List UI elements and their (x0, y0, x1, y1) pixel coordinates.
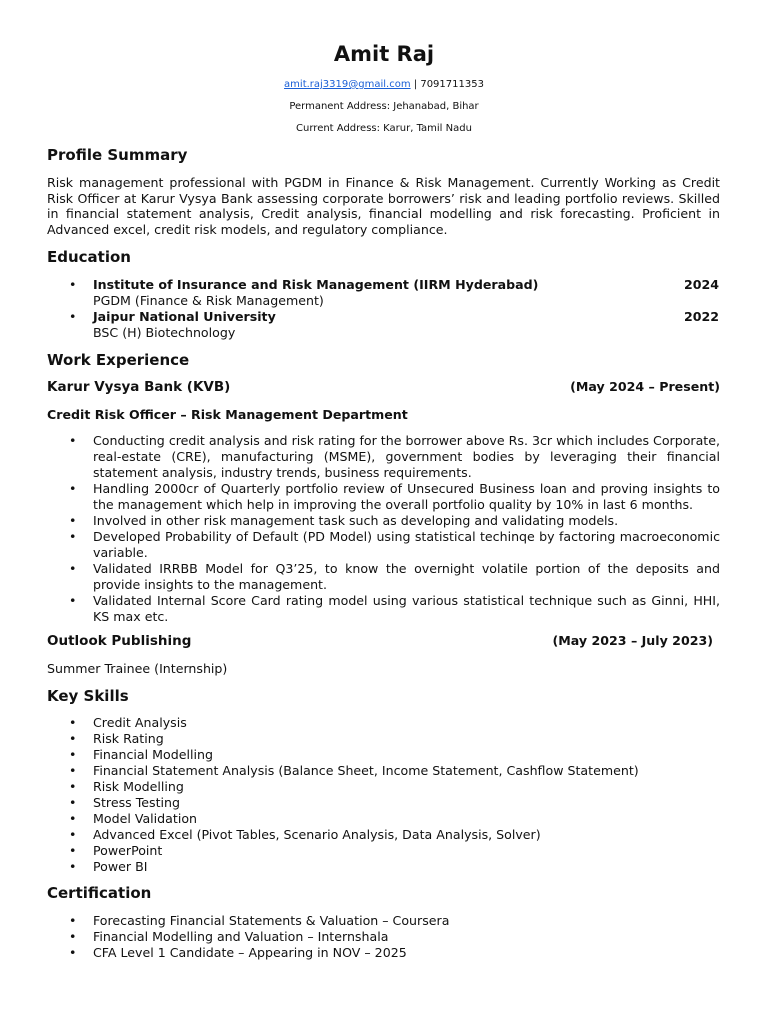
skill-text: PowerPoint (93, 843, 163, 858)
education-list (47, 277, 719, 341)
bullet-icon: • (69, 433, 77, 448)
skill-text: Stress Testing (93, 795, 180, 810)
skill-item (47, 795, 720, 811)
bullet-icon: • (69, 843, 77, 858)
job-role: Summer Trainee (Internship) (47, 661, 228, 676)
list-item (47, 433, 720, 481)
job-dates: (May 2024 – Present) (570, 379, 720, 394)
certification-heading: Certification (47, 884, 152, 902)
phone: 7091711353 (420, 79, 484, 90)
skill-text: Credit Analysis (93, 715, 187, 730)
institution: Jaipur National University (93, 309, 276, 324)
bullet-icon: • (69, 859, 77, 874)
year: 2024 (683, 277, 719, 292)
bullet-icon: • (69, 945, 77, 960)
certification-text: Forecasting Financial Statements & Valuation – Coursera (93, 913, 450, 928)
list-item (47, 593, 720, 625)
skill-item (47, 763, 720, 779)
skill-item (47, 715, 720, 731)
job-dates: (May 2023 – July 2023) (552, 633, 713, 648)
work-heading: Work Experience (47, 351, 190, 369)
bullet-icon: • (69, 731, 77, 746)
certification-item (47, 945, 720, 961)
certification-item (47, 929, 720, 945)
skill-item (47, 747, 720, 763)
skill-text: Risk Modelling (93, 779, 184, 794)
list-item (47, 513, 720, 529)
skill-text: Risk Rating (93, 731, 164, 746)
list-item (47, 481, 720, 513)
skills-list (47, 715, 720, 875)
bullet-icon: • (69, 277, 77, 292)
email-link[interactable]: amit.raj3319@gmail.com (284, 79, 411, 90)
skill-item (47, 827, 720, 843)
skills-heading: Key Skills (47, 687, 129, 705)
bullet-text: Validated Internal Score Card rating model using various statistical technique such as Ginni, HHI, KS max etc. (93, 593, 720, 624)
profile-heading: Profile Summary (47, 146, 188, 164)
bullet-text: Involved in other risk management task such as developing and validating models. (93, 513, 619, 528)
candidate-name: Amit Raj (333, 42, 435, 66)
bullet-icon: • (69, 593, 77, 608)
list-item (47, 529, 720, 561)
skill-text: Financial Statement Analysis (Balance Sheet, Income Statement, Cashflow Statement) (93, 763, 639, 778)
skill-item (47, 731, 720, 747)
bullet-icon: • (69, 779, 77, 794)
education-item (47, 277, 719, 309)
bullet-icon: • (69, 513, 77, 528)
skill-text: Model Validation (93, 811, 198, 826)
bullet-icon: • (69, 929, 77, 944)
bullet-icon: • (69, 481, 77, 496)
degree: BSC (H) Biotechnology (93, 325, 236, 340)
bullet-icon: • (69, 747, 77, 762)
bullet-text: Handling 2000cr of Quarterly portfolio review of Unsecured Business loan and proving insights to the management which help in improving the overall portfolio quality by 10% in last 6 months. (93, 481, 720, 512)
bullet-icon: • (69, 811, 77, 826)
bullet-text: Developed Probability of Default (PD Model) using statistical techinqe by factoring macroeconomic variable. (93, 529, 720, 560)
bullet-icon: • (69, 309, 77, 324)
skill-item (47, 843, 720, 859)
skill-text: Advanced Excel (Pivot Tables, Scenario Analysis, Data Analysis, Solver) (93, 827, 541, 842)
education-heading: Education (47, 248, 131, 266)
bullet-icon: • (69, 529, 77, 544)
contact-line (0, 79, 768, 90)
skill-text: Power BI (93, 859, 148, 874)
bullet-icon: • (69, 763, 77, 778)
current-address: Current Address: Karur, Tamil Nadu (296, 123, 472, 134)
skill-item (47, 811, 720, 827)
education-item (47, 309, 719, 341)
bullet-icon: • (69, 795, 77, 810)
certification-text: Financial Modelling and Valuation – Internshala (93, 929, 389, 944)
bullet-text: Conducting credit analysis and risk rating for the borrower above Rs. 3cr which includes Corporate, real-estate (CRE), manufacturing (MSME), government bodies by leveraging their financial statement analysis, industry trends, business requirements. (93, 433, 720, 480)
certification-list (47, 913, 720, 961)
degree: PGDM (Finance & Risk Management) (93, 293, 324, 308)
job-header (47, 379, 720, 395)
permanent-address: Permanent Address: Jehanabad, Bihar (289, 101, 479, 112)
certification-item (47, 913, 720, 929)
bullet-icon: • (69, 913, 77, 928)
company: Karur Vysya Bank (KVB) (47, 379, 231, 395)
skill-text: Financial Modelling (93, 747, 213, 762)
skill-item (47, 779, 720, 795)
separator: | (413, 79, 418, 90)
job-bullets (47, 433, 720, 625)
certification-text: CFA Level 1 Candidate – Appearing in NOV – 2025 (93, 945, 407, 960)
skill-item (47, 859, 720, 875)
job-header (47, 633, 713, 649)
bullet-icon: • (69, 561, 77, 576)
profile-text: Risk management professional with PGDM in Finance & Risk Management. Currently Working as Credit Risk Officer at Karur Vysya Bank assessing corporate borrowers’ risk and leading portfolio reviews. Skilled in financial statement analysis, Credit analysis, financial modelling and risk forecasting. Proficient in Advanced excel, credit risk models, and regulatory compliance. (47, 175, 720, 238)
year: 2022 (683, 309, 719, 324)
list-item (47, 561, 720, 593)
bullet-icon: • (69, 827, 77, 842)
job-role: Credit Risk Officer – Risk Management Department (47, 407, 408, 422)
institution: Institute of Insurance and Risk Management (IIRM Hyderabad) (93, 277, 539, 292)
company: Outlook Publishing (47, 633, 192, 649)
bullet-text: Validated IRRBB Model for Q3’25, to know the overnight volatile portion of the deposits and provide insights to the management. (93, 561, 720, 592)
bullet-icon: • (69, 715, 77, 730)
